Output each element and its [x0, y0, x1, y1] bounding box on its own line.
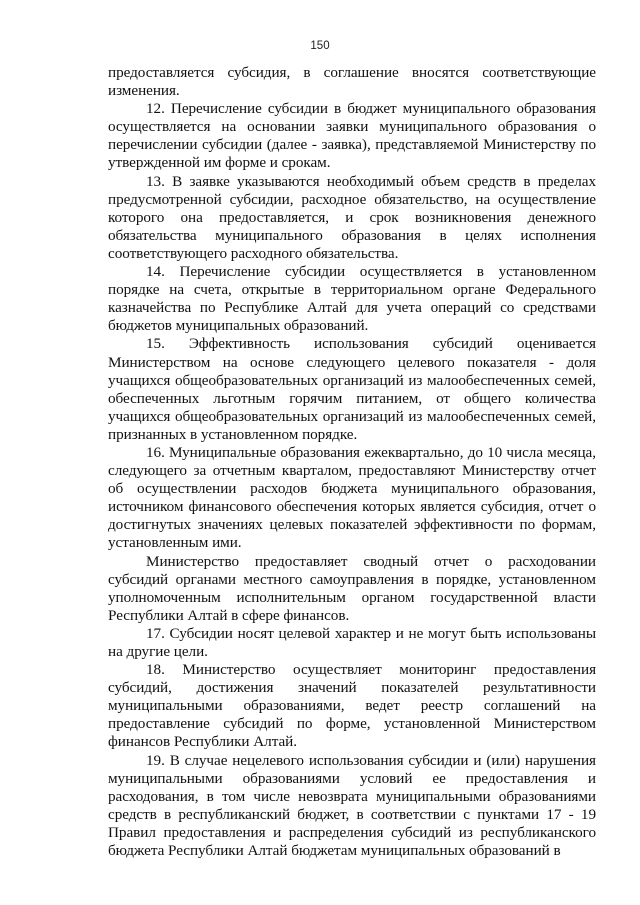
paragraph-item-16: 16. Муниципальные образования ежеквартально, до 10 числа месяца, следующего за отчетным кварталом, предоставляют Министерству отчет об осуществлении расходов бюджета муниципального образования, источником финансового обеспечения которых является субсидия, отчет о достигнутых значениях целевых показателей эффективности по формам, установленным ими.: [108, 443, 596, 552]
paragraph-item-12: 12. Перечисление субсидии в бюджет муниципального образования осуществляется на основании заявки муниципального образования о перечислении субсидии (далее - заявка), представляемой Министерству по утвержденной им форме и срокам.: [108, 100, 596, 172]
paragraph-item-15: 15. Эффективность использования субсидий оценивается Министерством на основе следующего целевого показателя - доля учащихся общеобразовательных организаций из малообеспеченных семей, обеспеченных льготным горячим питанием, от общего количества учащихся общеобразовательных организаций из малообеспеченных семей, признанных в установленном порядке.: [108, 335, 596, 443]
paragraph-item-17: 17. Субсидии носят целевой характер и не могут быть использованы на другие цели.: [108, 624, 596, 660]
paragraph-item-13: 13. В заявке указываются необходимый объем средств в пределах предусмотренной субсидии, расходное обязательство, на осуществление которого она предоставляется, и срок возникновения денежного обязательства муниципального образования в целях исполнения соответствующего расходного обязательства.: [108, 172, 596, 262]
paragraph-item-19: 19. В случае нецелевого использования субсидии и (или) нарушения муниципальными образованиями условий ее предоставления и расходования, в том числе невозврата муниципальными образованиями средств в республиканский бюджет, в соответствии с пунктами 17 - 19 Правил предоставления и распределения субсидий из республиканского бюджета Республики Алтай бюджетам муниципальных образований в: [108, 751, 596, 860]
paragraph-item-14: 14. Перечисление субсидии осуществляется в установленном порядке на счета, открытые в территориальном органе Федерального казначейства по Республике Алтай для учета операций со средствами бюджетов муниципальных образований.: [108, 263, 596, 335]
document-body: [108, 64, 596, 860]
paragraph-item-16-ministry: Министерство предоставляет сводный отчет о расходовании субсидий органами местного самоуправления в порядке, установленном уполномоченным исполнительным органом государственной власти Республики Алтай в сфере финансов.: [108, 552, 596, 624]
paragraph-continuation: предоставляется субсидия, в соглашение вносятся соответствующие изменения.: [108, 64, 596, 100]
page-number: 150: [310, 40, 330, 52]
paragraph-item-18: 18. Министерство осуществляет мониторинг предоставления субсидий, достижения значений показателей результативности муниципальными образованиями, ведет реестр соглашений на предоставление субсидий по форме, установленной Министерством финансов Республики Алтай.: [108, 661, 596, 751]
